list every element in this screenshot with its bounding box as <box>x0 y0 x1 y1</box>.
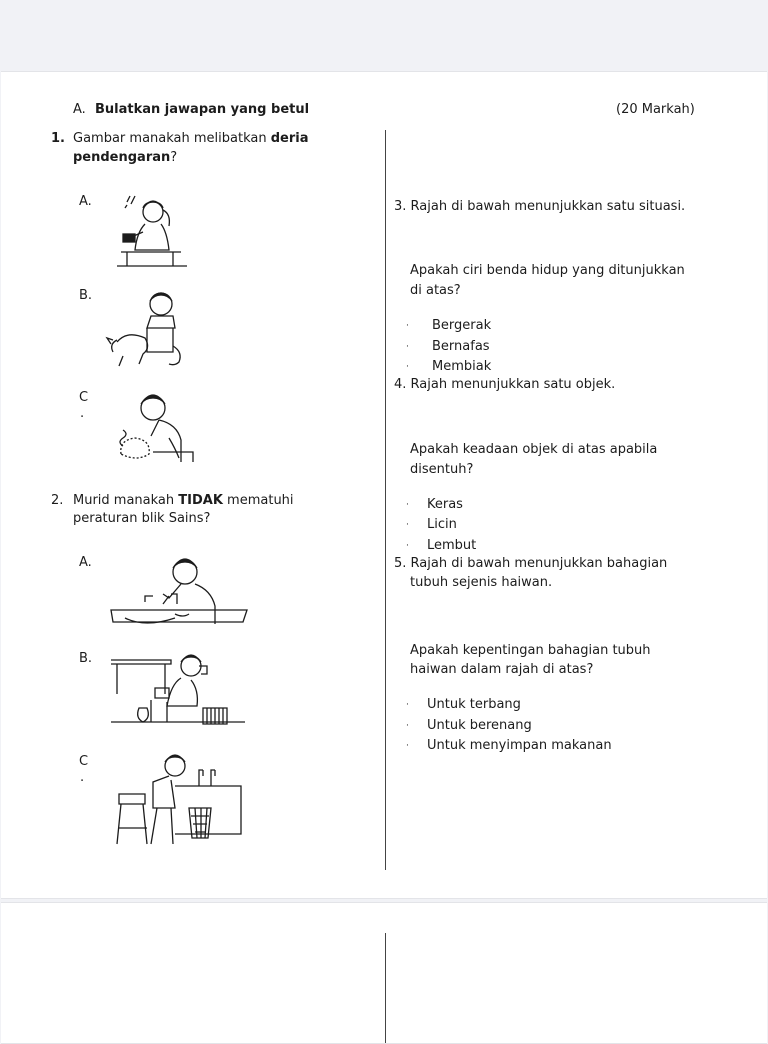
section-title: Bulatkan jawapan yang betul <box>95 102 310 117</box>
q3-choice-1[interactable]: Bergerak <box>432 318 492 333</box>
worksheet-page-2 <box>1 902 767 1044</box>
q1-number: 1. <box>51 131 65 146</box>
q3-choice-2[interactable]: Bernafas <box>432 339 490 354</box>
boy-with-bin-illustration <box>111 756 245 848</box>
marks-label: (20 Markah) <box>616 102 695 117</box>
boy-at-sink-illustration <box>111 554 247 634</box>
q2-text-b: mematuhi <box>222 493 294 508</box>
q4-line2: Apakah keadaan objek di atas apabila <box>410 442 658 457</box>
q5-line2: tubuh sejenis haiwan. <box>410 575 553 590</box>
q2-number: 2. <box>51 493 64 508</box>
q2-option-c-dot: . <box>80 770 85 785</box>
q5-line1: 5. Rajah di bawah menunjukkan bahagian <box>394 556 668 571</box>
q3-bullet-1: · <box>406 321 409 331</box>
girl-on-phone-illustration <box>113 190 191 272</box>
q3-bullet-2: · <box>406 342 409 352</box>
q2-text-line1 <box>73 491 294 511</box>
q1-option-c-dot: . <box>80 406 85 421</box>
q3-line2: Apakah ciri benda hidup yang ditunjukkan <box>410 263 685 278</box>
section-label: A. <box>73 102 86 117</box>
q2-text-bold: TIDAK <box>178 493 223 508</box>
column-divider-2 <box>385 933 386 1043</box>
q1-text-a: Gambar manakah melibatkan <box>73 131 271 146</box>
q1-option-c[interactable]: C <box>79 390 89 405</box>
q5-choice-3[interactable]: Untuk menyimpan makanan <box>427 738 612 753</box>
boy-drinking-illustration <box>111 650 245 734</box>
q1-option-b[interactable]: B. <box>79 288 93 303</box>
q1-text-bold: deria <box>270 131 309 146</box>
q1-text-end: ? <box>170 150 178 165</box>
q3-line3: di atas? <box>410 283 461 298</box>
q4-choice-3[interactable]: Lembut <box>427 538 477 553</box>
q5-choice-1[interactable]: Untuk terbang <box>427 697 521 712</box>
q4-bullet-1: · <box>406 500 409 510</box>
q3-bullet-3: · <box>406 362 409 372</box>
q4-bullet-2: · <box>406 520 409 530</box>
q5-bullet-1: · <box>406 700 409 710</box>
column-divider <box>385 130 386 870</box>
worksheet-page-1 <box>1 71 767 899</box>
q1-text-line2 <box>73 148 177 168</box>
q1-option-a[interactable]: A. <box>79 194 92 209</box>
q2-option-c[interactable]: C <box>79 754 89 769</box>
q5-bullet-2: · <box>406 721 409 731</box>
q2-option-a[interactable]: A. <box>79 555 92 570</box>
q1-text-bold-2: pendengaran <box>73 150 171 165</box>
q4-line3: disentuh? <box>410 462 474 477</box>
boy-with-cat-illustration <box>111 290 195 372</box>
q2-option-b[interactable]: B. <box>79 651 93 666</box>
q2-text-a: Murid manakah <box>73 493 179 508</box>
q4-choice-2[interactable]: Licin <box>427 517 457 532</box>
q5-line3: Apakah kepentingan bahagian tubuh <box>410 643 651 658</box>
q4-line1: 4. Rajah menunjukkan satu objek. <box>394 377 616 392</box>
q5-bullet-3: · <box>406 741 409 751</box>
q3-choice-3[interactable]: Membiak <box>432 359 492 374</box>
q1-text-line1 <box>73 129 308 149</box>
q5-choice-2[interactable]: Untuk berenang <box>427 718 532 733</box>
q4-choice-1[interactable]: Keras <box>427 497 463 512</box>
q5-line4: haiwan dalam rajah di atas? <box>410 662 594 677</box>
q4-bullet-3: · <box>406 541 409 551</box>
q2-text-line2: peraturan blik Sains? <box>73 511 211 526</box>
boy-smelling-durian-illustration <box>113 390 197 468</box>
q3-line1: 3. Rajah di bawah menunjukkan satu situasi. <box>394 199 686 214</box>
